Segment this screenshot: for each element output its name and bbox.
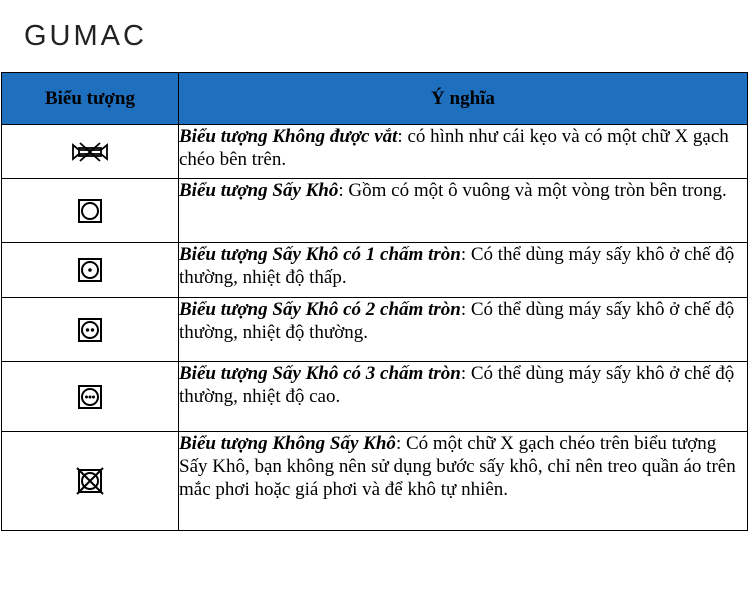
table-row (2, 432, 748, 531)
symbol-term: Biểu tượng Sấy Khô có 3 chấm tròn (179, 363, 461, 384)
meaning-cell (179, 179, 748, 243)
meaning-cell (179, 125, 748, 179)
symbol-cell (2, 125, 179, 179)
symbol-description: : Có một chữ X gạch chéo trên biểu tượng Sấy Khô, bạn không nên sử dụng bước sấy khô, chỉ nên treo quần áo trên mắc phơi hoặc giá phơi và để khô tự nhiên. (179, 433, 736, 500)
header-meaning: Ý nghĩa (179, 73, 748, 125)
care-symbols-table (1, 72, 748, 531)
table-row (2, 125, 748, 179)
tumble-dry-low-icon (77, 257, 103, 283)
meaning-cell (179, 298, 748, 362)
table-row (2, 362, 748, 432)
symbol-description: : Gồm có một ô vuông và một vòng tròn bên trong. (338, 180, 727, 201)
symbol-term: Biểu tượng Sấy Khô (179, 180, 339, 201)
symbol-cell (2, 362, 179, 432)
symbol-description: : Có thể dùng máy sấy khô ở chế độ thường, nhiệt độ cao. (179, 363, 735, 407)
do-not-tumble-dry-icon (75, 466, 105, 496)
brand-logo: GUMAC (24, 20, 147, 52)
symbol-term: Biểu tượng Sấy Khô có 2 chấm tròn (179, 299, 461, 320)
symbol-description: : Có thể dùng máy sấy khô ở chế độ thường, nhiệt độ thấp. (179, 244, 735, 288)
symbol-cell (2, 243, 179, 298)
symbol-cell (2, 432, 179, 531)
header-symbol: Biểu tượng (2, 73, 179, 125)
table-row (2, 243, 748, 298)
tumble-dry-high-icon (77, 384, 103, 410)
symbol-cell (2, 179, 179, 243)
tumble-dry-normal-icon (77, 317, 103, 343)
table-header-row (2, 73, 748, 125)
symbol-term: Biểu tượng Sấy Khô có 1 chấm tròn (179, 244, 461, 265)
meaning-cell (179, 243, 748, 298)
symbol-cell (2, 298, 179, 362)
meaning-cell (179, 432, 748, 531)
symbol-term: Biểu tượng Không Sấy Khô (179, 433, 396, 454)
symbol-description: : có hình như cái kẹo và có một chữ X gạch chéo bên trên. (179, 126, 729, 170)
do-not-wring-icon (70, 141, 110, 163)
table-row (2, 298, 748, 362)
tumble-dry-icon (77, 198, 103, 224)
symbol-description: : Có thể dùng máy sấy khô ở chế độ thường, nhiệt độ thường. (179, 299, 735, 343)
symbol-term: Biểu tượng Không được vắt (179, 126, 398, 147)
meaning-cell (179, 362, 748, 432)
table-row (2, 179, 748, 243)
